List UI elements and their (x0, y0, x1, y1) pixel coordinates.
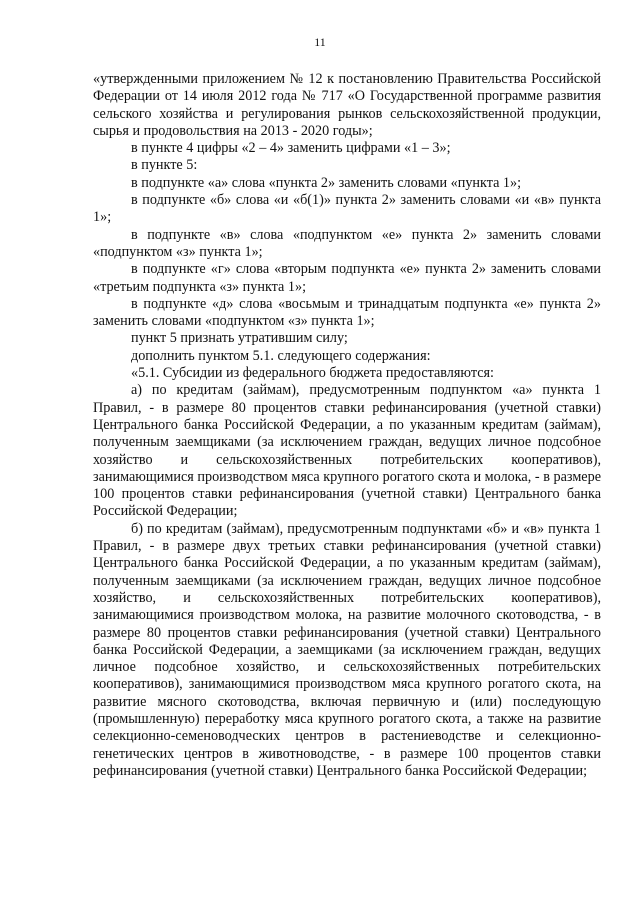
paragraph-point-5-1-heading: «5.1. Субсидии из федерального бюджета предоставляются: (131, 365, 494, 382)
paragraph-point-4: в пункте 4 цифры «2 – 4» заменить цифрами «1 – 3»; (131, 140, 451, 157)
paragraph-point-5-void: пункт 5 признать утратившим силу; (131, 330, 348, 347)
paragraph-point-5-heading: в пункте 5: (131, 157, 198, 174)
paragraph-subpoint-a: в подпункте «а» слова «пункта 2» заменить словами «пункта 1»; (131, 174, 522, 191)
page-number: 11 (314, 35, 326, 49)
paragraph-subpoint-b: в подпункте «б» слова «и «б(1)» пункта 2» заменить словами «и «в» пункта 1»; (93, 192, 601, 226)
paragraph-item-b: б) по кредитам (займам), предусмотренным подпунктами «б» и «в» пункта 1 Правил, - в размере двух третьих ставки рефинансирования (учетной ставки) Центрального банка Российской Федерации, а по указанным кредитам (займам), полученным заемщиками (за исключением граждан, ведущих личное подсобное хозяйство, и сельскохозяйственных потребительских кооперативов), занимающимися производством молока, на развитие молочного скотоводства, - в размере 80 процентов ставки рефинансирования (учетной ставки) Центрального банка Российской Федерации, а заемщиками (за исключением граждан, ведущих личное подсобное хозяйство, и сельскохозяйственных потребительских кооперативов), занимающимися производством мяса крупного рогатого скота, на развитие мясного скотоводства, включая первичную и (или) последующую (промышленную) переработку мяса крупного рогатого скота, а также на развитие селекционно-семеноводческих центров в растениеводстве и селекционно-генетических центров в животноводстве, - в размере 100 процентов ставки рефинансирования (учетной ставки) Центрального банка Российской Федерации; (93, 520, 601, 779)
paragraph-subpoint-g: в подпункте «г» слова «вторым подпункта «е» пункта 2» заменить словами «третьим подпункта «з» пункта 1»; (93, 261, 601, 295)
document-body (93, 71, 601, 780)
paragraph-subpoint-d: в подпункте «д» слова «восьмым и тринадцатым подпункта «е» пункта 2» заменить словами «подпунктом «з» пункта 1»; (93, 295, 601, 330)
paragraph-item-a: а) по кредитам (займам), предусмотренным подпунктом «а» пункта 1 Правил, - в размере 80 процентов ставки рефинансирования (учетной ставки) Центрального банка Российской Федерации, а по указанным кредитам (займам), полученным заемщиками (за исключением граждан, ведущих личное подсобное хозяйство и сельскохозяйственных потребительских кооперативов), занимающимися производством мяса крупного рогатого скота и молока, - в размере 100 процентов ставки рефинансирования (учетной ставки) Центрального банка Российской Федерации; (93, 382, 601, 520)
paragraph-intro-quote: «утвержденными приложением № 12 к постановлению Правительства Российской Федерации от 14 июля 2012 года № 717 «О Государственной программе развития сельского хозяйства и регулирования рынков сельскохозяйственной продукции, сырья и продовольствия на 2013 - 2020 годы»; (93, 71, 601, 139)
paragraph-add-point-5-1: дополнить пунктом 5.1. следующего содержания: (131, 347, 431, 364)
paragraph-subpoint-v: в подпункте «в» слова «подпунктом «е» пункта 2» заменить словами «подпунктом «з» пункта 1»; (93, 226, 601, 260)
